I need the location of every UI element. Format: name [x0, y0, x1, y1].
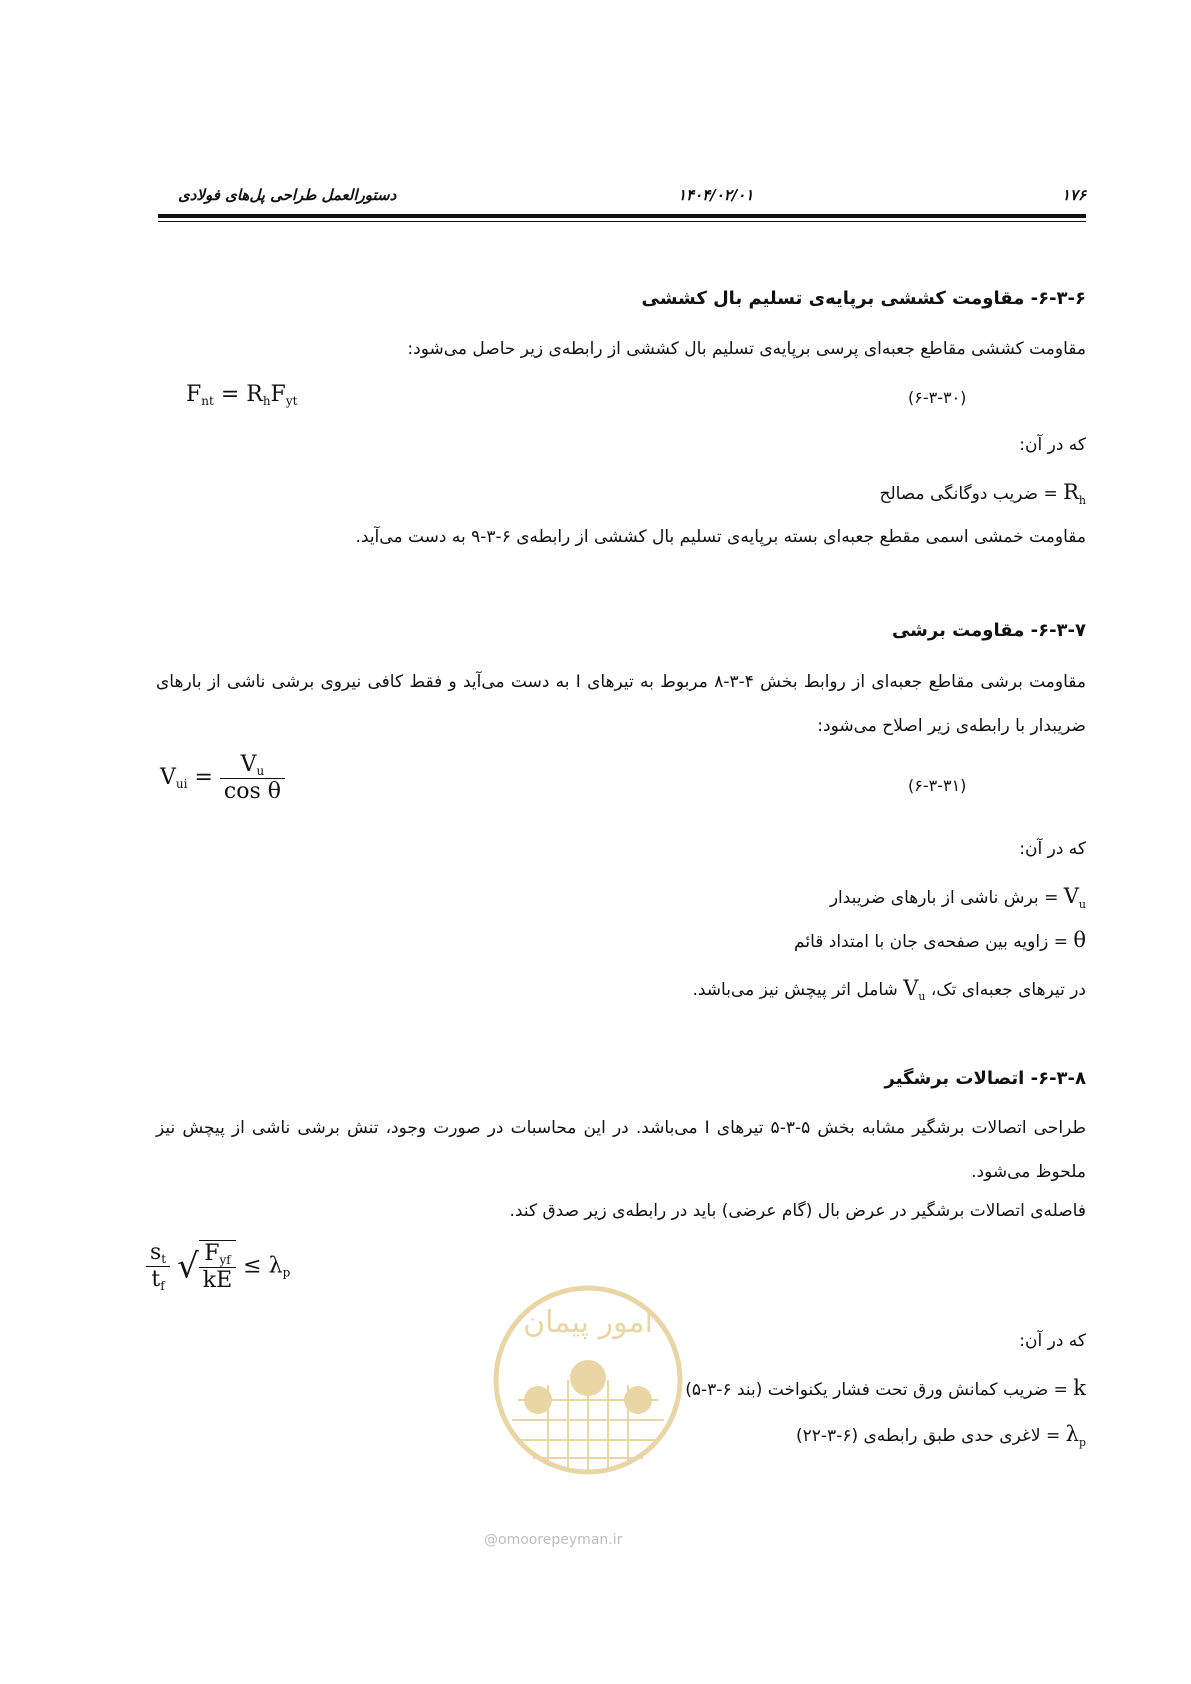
definition-lambda [796, 1422, 1086, 1449]
equation-spacing-limit: $\frac{s_t}{t_f}$ √ $\frac{F_{yf}}{kE}$ ≤ $\lambda_p$ [146, 1240, 290, 1293]
definition-rh-text: = ضریب دوگانگی مصالح [879, 484, 1058, 504]
definition-theta [794, 928, 1086, 952]
header-title: دستورالعمل طراحی پل‌های فولادی [178, 186, 397, 204]
section-heading-shear-connectors: ۶-۳-۸- اتصالات برشگیر [884, 1068, 1086, 1089]
symbol-vu-inline: $V_u$ [903, 976, 926, 1004]
fraction-st-tf: $\frac{s_t}{t_f}$ [146, 1240, 170, 1293]
section-heading-tension: ۶-۳-۶- مقاومت کششی برپایه‌ی تسلیم بال کششی [641, 288, 1086, 309]
fraction-vu-cos: $\frac{V_u}{\text{cos θ}}$ [220, 752, 285, 804]
equation-number-31: (۶-۳-۳۱) [908, 776, 967, 795]
watermark-site: @omoorepeyman.ir [484, 1532, 623, 1548]
equation-vui: $V_{ui}$ = $\frac{V_u}{\text{cos θ}}$ [160, 752, 285, 804]
equation-fnt: $F_{nt} = R_hF_{yt}$ [186, 382, 298, 408]
where-label-3: که در آن: [1019, 1331, 1086, 1351]
where-label-2: که در آن: [1019, 839, 1086, 859]
definition-k [685, 1376, 1086, 1400]
tension-intro: مقاومت کششی مقاطع جعبه‌ای پرسی برپایه‌ی تسلیم بال کششی از رابطه‌ی زیر حاصل می‌شود: [407, 339, 1086, 359]
watermark-logo-text: امور پیمان [523, 1305, 653, 1340]
definition-vu-text: = برش ناشی از بارهای ضریبدار [829, 888, 1059, 908]
equation-number-30: (۶-۳-۳۰) [908, 388, 967, 407]
symbol-rh: $R_h$ [1063, 480, 1086, 508]
connectors-spacing: فاصله‌ی اتصالات برشگیر در عرض بال (گام عرضی) باید در رابطه‌ی زیر صدق کند. [509, 1201, 1086, 1221]
symbol-k: k [1073, 1376, 1086, 1400]
connectors-intro: طراحی اتصالات برشگیر مشابه بخش ۵-۳-۵ تیرهای I می‌باشد. در این محاسبات در صورت وجود، تنش برشی ناشی از پیچش نیز ملحوظ می‌شود. [156, 1118, 1086, 1182]
page-header [158, 186, 1086, 208]
tension-note: مقاومت خمشی اسمی مقطع جعبه‌ای بسته برپایه‌ی تسلیم بال کششی از رابطه‌ی ۶-۳-۹ به دست می‌آید. [355, 527, 1086, 547]
torsion-note [692, 976, 1086, 1003]
symbol-vu: $V_u$ [1063, 884, 1086, 912]
header-rule-thick [158, 214, 1086, 218]
definition-theta-text: = زاویه بین صفحه‌ی جان با امتداد قائم [794, 932, 1068, 952]
symbol-theta: θ [1073, 928, 1086, 952]
definition-rh [879, 480, 1086, 507]
definition-vu [830, 884, 1086, 911]
header-rule-thin [158, 221, 1086, 222]
torsion-note-a: در تیرهای جعبه‌ای تک، [930, 980, 1086, 1000]
section-heading-shear: ۶-۳-۷- مقاومت برشی [891, 620, 1086, 641]
symbol-lambda-p: $\lambda_p$ [1065, 1422, 1086, 1450]
where-label-1: که در آن: [1019, 435, 1086, 455]
watermark-logo [488, 1270, 688, 1530]
torsion-note-b: شامل اثر پیچش نیز می‌باشد. [692, 980, 898, 1000]
header-date: ۱۴۰۴/۰۲/۰۱ [678, 186, 754, 204]
definition-lambda-text: = لاغری حدی طبق رابطه‌ی (۶-۳-۲۲) [795, 1426, 1061, 1446]
definition-k-text: = ضریب کمانش ورق تحت فشار یکنواخت (بند ۶-۳-۵) [685, 1380, 1068, 1400]
shear-intro: مقاومت برشی مقاطع جعبه‌ای از روابط بخش ۴-۳-۸ مربوط به تیرهای I به دست می‌آید و فقط کافی نیروی برشی ناشی از بارهای ضریبدار با رابطه‌ی زیر اصلاح می‌شود: [156, 672, 1087, 736]
fraction-fyf-ke: $\frac{F_{yf}}{kE}$ [199, 1240, 236, 1293]
page-number: ۱۷۶ [1061, 186, 1086, 204]
